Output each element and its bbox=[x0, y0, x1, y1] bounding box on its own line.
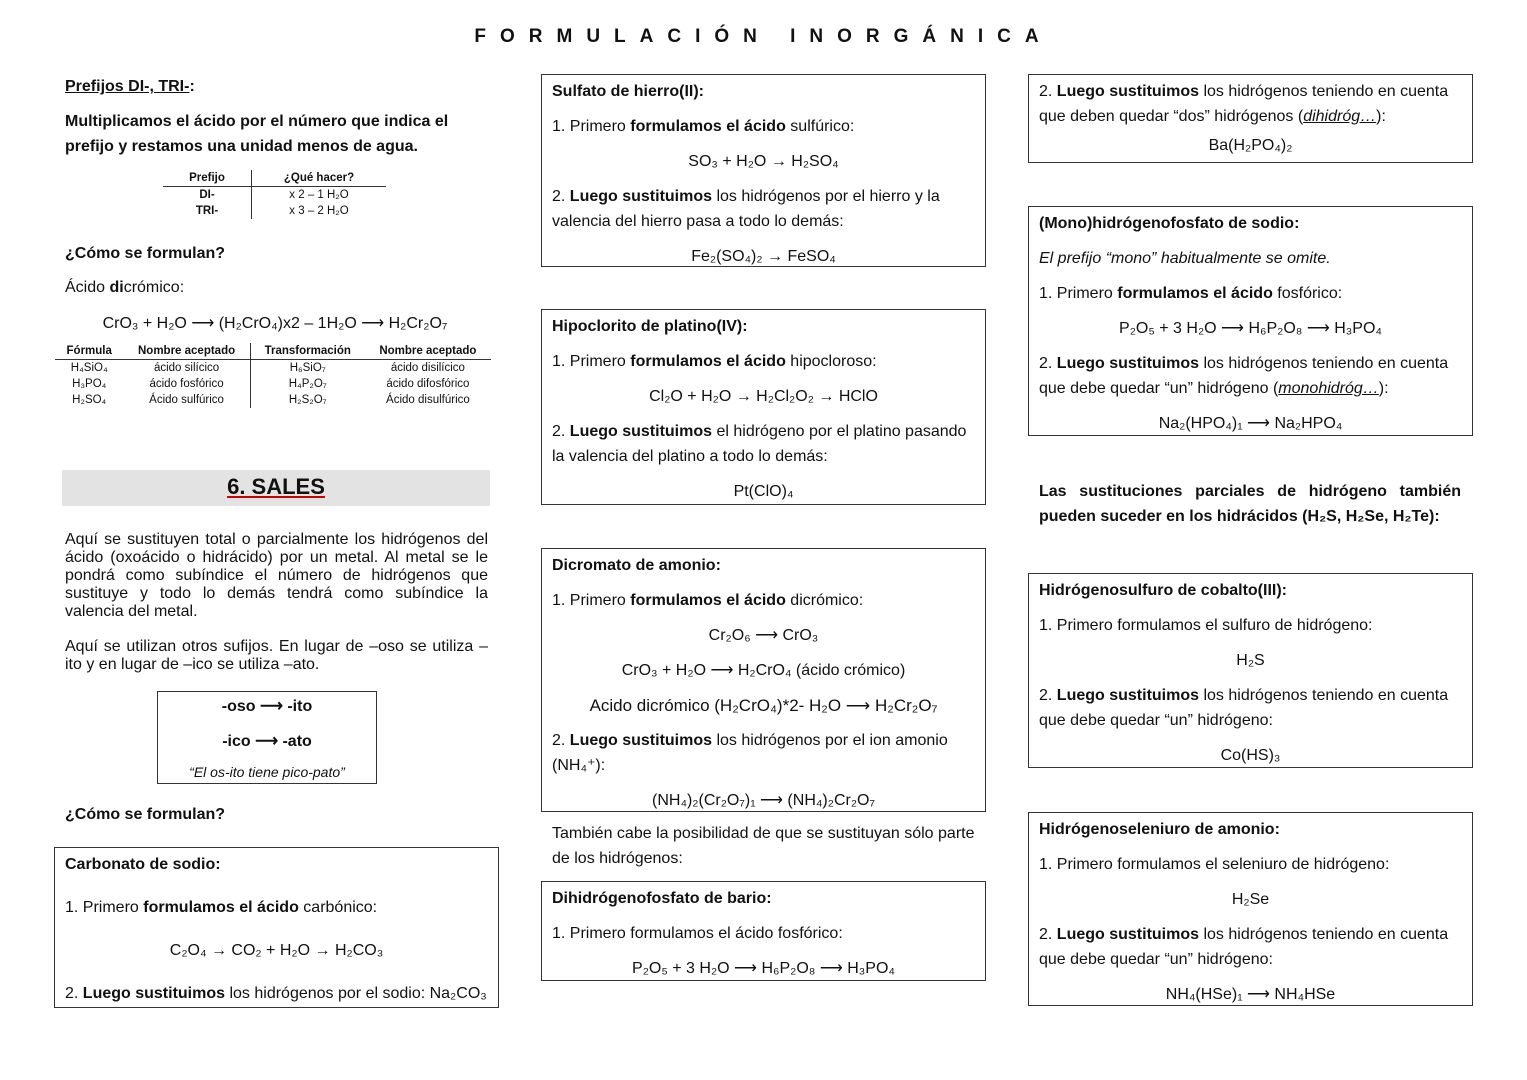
prefix-table bbox=[163, 170, 386, 219]
equation: Co(HS)₃ bbox=[1220, 747, 1281, 764]
text-segment: monohidróg… bbox=[1278, 380, 1379, 397]
text-segment: 1. Primero bbox=[552, 592, 631, 609]
equation: Cr₂O₆ ⟶ CrO₃ bbox=[708, 627, 819, 644]
box-title bbox=[1039, 578, 1462, 603]
text-segment: los hidrógenos teniendo en cuenta que debe quedar “un” hidrógeno ( bbox=[1039, 355, 1449, 397]
text-segment: Hidrógenoseleniuro de amonio: bbox=[1039, 821, 1280, 838]
sales-suffixes: Aquí se utilizan otros sufijos. En lugar de –oso se utiliza –ito y en lugar de –ico se utiliza –ato. bbox=[65, 638, 488, 673]
box-title bbox=[1039, 211, 1462, 236]
text-segment: el hidrógeno por el platino pasando la valencia del platino a todo lo demás: bbox=[552, 423, 967, 465]
text-segment: Sulfato de hierro(II): bbox=[552, 83, 704, 100]
dihidrogenofosfato-continuation-box bbox=[1028, 74, 1473, 163]
cell: H₄P₂O₇ bbox=[288, 378, 327, 390]
equation: H₂Se bbox=[1231, 891, 1270, 908]
text-segment: 1. Primero bbox=[552, 118, 631, 135]
box-title bbox=[65, 852, 488, 877]
text-segment: 1. Primero formulamos el seleniuro de hidrógeno: bbox=[1039, 856, 1390, 873]
text-segment: Luego sustituimos bbox=[1056, 355, 1200, 372]
text-segment: Hipoclorito de platino(IV): bbox=[552, 318, 748, 335]
equation: H₂S bbox=[1236, 652, 1265, 669]
cell: H₆SiO₇ bbox=[289, 362, 326, 374]
text-segment: Luego sustituimos bbox=[1056, 83, 1200, 100]
text-segment: 1. Primero formulamos el sulfuro de hidrógeno: bbox=[1039, 617, 1373, 634]
sales-heading: 6. SALES bbox=[227, 474, 325, 499]
text-segment: los hidrógenos por el ion amonio (NH₄⁺): bbox=[552, 732, 948, 774]
text-segment: di bbox=[109, 279, 124, 296]
step-1 bbox=[552, 921, 975, 946]
text-segment: hipocloroso: bbox=[785, 353, 877, 370]
text-segment: Luego sustituimos bbox=[569, 188, 713, 205]
text-segment: El prefijo “mono” habitualmente se omite. bbox=[1039, 250, 1331, 267]
equation: Na₂(HPO₄)₁ ⟶ Na₂HPO₄ bbox=[1158, 415, 1343, 432]
text-segment: (Mono)hidrógenofosfato de sodio: bbox=[1039, 215, 1300, 232]
text-segment: los hidrógenos por el hierro y la valencia del hierro pasa a todo lo demás: bbox=[552, 188, 940, 230]
parciales-text bbox=[1039, 479, 1461, 529]
text-segment: los hidrógenos por el sodio: Na₂CO₃ bbox=[225, 985, 487, 1002]
text-segment: Carbonato de sodio: bbox=[65, 856, 221, 873]
step-1 bbox=[552, 349, 975, 374]
box-title bbox=[1039, 817, 1462, 842]
text-segment: fosfórico: bbox=[1272, 285, 1343, 302]
header-nombre: Nombre aceptado bbox=[123, 343, 250, 360]
cell: H₂SO₄ bbox=[72, 394, 107, 406]
tambien-text: También cabe la posibilidad de que se sustituyan sólo parte de los hidrógenos: bbox=[552, 825, 975, 867]
text-segment: ): bbox=[1378, 380, 1389, 397]
text-segment: formulamos el ácido bbox=[630, 592, 786, 609]
text-segment: 2. bbox=[552, 732, 570, 749]
prefix-cell: DI- bbox=[163, 187, 252, 204]
text-segment: Las sustituciones parciales de hidrógeno también pueden suceder en los hidrácidos (H₂S, H₂Se, H₂Te): bbox=[1039, 483, 1461, 525]
cell: Ácido disulfúrico bbox=[386, 394, 470, 406]
text-segment: 1. Primero formulamos el ácido fosfórico: bbox=[552, 925, 843, 942]
sales-intro: Aquí se sustituyen total o parcialmente los hidrógenos del ácido (oxoácido o hidrácido) por un metal. Al metal se le pondrá como subíndice el número de hidrógenos que sustituye y todo lo demás tendrá como subíndice la valencia del metal. bbox=[65, 531, 488, 620]
text-segment: dihidróg… bbox=[1303, 108, 1377, 125]
left-column bbox=[65, 74, 490, 159]
box-title bbox=[552, 886, 975, 911]
step-1 bbox=[1039, 281, 1462, 306]
step-1 bbox=[552, 588, 975, 613]
step-1 bbox=[1039, 852, 1462, 877]
hidrogenoseleniuro-box bbox=[1028, 812, 1473, 1006]
text-segment: 1. Primero bbox=[1039, 285, 1118, 302]
equation: NH₄(HSe)₁ ⟶ NH₄HSe bbox=[1165, 986, 1336, 1003]
hidrogenosulfuro-box bbox=[1028, 573, 1473, 768]
text-segment: Ácido bbox=[65, 279, 110, 296]
table-row bbox=[55, 376, 491, 392]
text-segment: carbónico: bbox=[298, 899, 378, 916]
sales-section-header bbox=[62, 470, 490, 506]
text-segment: Luego sustituimos bbox=[1056, 926, 1200, 943]
header-que-hacer: ¿Qué hacer? bbox=[283, 172, 355, 184]
text-segment: Dihidrógenofosfato de bario: bbox=[552, 890, 772, 907]
text-segment: Dicromato de amonio: bbox=[552, 557, 721, 574]
dihidrogenofosfato-box bbox=[541, 881, 986, 981]
equation: P₂O₅ + 3 H₂O ⟶ H₆P₂O₈ ⟶ H₃PO₄ bbox=[632, 960, 895, 977]
cell: ácido fosfórico bbox=[123, 376, 250, 392]
step-1 bbox=[552, 114, 975, 139]
suffix-mnemonic: “El os-ito tiene pico-pato” bbox=[189, 764, 345, 780]
text-segment: 1. Primero bbox=[552, 353, 631, 370]
cell: H₄SiO₄ bbox=[70, 362, 108, 374]
step-2 bbox=[1039, 79, 1462, 129]
text-segment: los hidrógenos teniendo en cuenta que debe quedar “un” hidrógeno: bbox=[1039, 926, 1449, 968]
header-transformacion: Transformación bbox=[264, 345, 351, 357]
note bbox=[1039, 246, 1462, 271]
text-segment: crómico: bbox=[123, 279, 185, 296]
cell: H₂S₂O₇ bbox=[288, 394, 327, 406]
step-2 bbox=[552, 728, 975, 778]
sulfato-box bbox=[541, 74, 986, 267]
carbonato-box bbox=[54, 847, 499, 1008]
text-segment: formulamos el ácido bbox=[143, 899, 299, 916]
text-segment: : bbox=[189, 78, 195, 95]
step-1 bbox=[65, 895, 488, 920]
text-segment: sulfúrico: bbox=[785, 118, 855, 135]
text-segment: los hidrógenos teniendo en cuenta que deben quedar “dos” hidrógenos ( bbox=[1039, 83, 1449, 125]
step-1 bbox=[1039, 613, 1462, 638]
step-2 bbox=[65, 981, 488, 1006]
text-segment: 2. bbox=[552, 188, 570, 205]
step-2 bbox=[1039, 922, 1462, 972]
text-segment: Prefijos DI-, TRI- bbox=[65, 78, 190, 95]
equation: Acido dicrómico (H₂CrO₄)*2- H₂O ⟶ H₂Cr₂O₇ bbox=[589, 696, 938, 715]
cell: ácido disilícico bbox=[390, 362, 465, 374]
dicromato-box bbox=[541, 548, 986, 812]
header-prefijo: Prefijo bbox=[163, 170, 252, 187]
step-2 bbox=[1039, 683, 1462, 733]
box-title bbox=[552, 553, 975, 578]
box-title bbox=[552, 314, 975, 339]
step-2 bbox=[552, 419, 975, 469]
equation: CrO₃ + H₂O ⟶ H₂CrO₄ (ácido crómico) bbox=[621, 662, 906, 679]
equation: C₂O₄ → CO₂ + H₂O → H₂CO₃ bbox=[169, 942, 384, 959]
text-segment: formulamos el ácido bbox=[1117, 285, 1273, 302]
text-segment: Multiplicamos el ácido por el número que indica el prefijo y restamos una unidad menos de agua. bbox=[65, 113, 449, 155]
suffix-oso: -oso ⟶ -ito bbox=[221, 698, 313, 715]
text-segment: 2. bbox=[1039, 926, 1057, 943]
equation: P₂O₅ + 3 H₂O ⟶ H₆P₂O₈ ⟶ H₃PO₄ bbox=[1119, 320, 1382, 337]
page-title: FORMULACIÓN INORGÁNICA bbox=[474, 26, 1053, 47]
text-segment: ): bbox=[1376, 108, 1386, 125]
text-segment: dicrómico: bbox=[785, 592, 864, 609]
text-segment: 2. bbox=[552, 423, 570, 440]
text-segment: Luego sustituimos bbox=[82, 985, 226, 1002]
text-segment: 2. bbox=[1039, 355, 1057, 372]
text-segment: formulamos el ácido bbox=[630, 353, 786, 370]
table-row bbox=[55, 360, 491, 377]
equation: Cl₂O + H₂O → H₂Cl₂O₂ → HClO bbox=[649, 388, 878, 405]
header-nombre-2: Nombre aceptado bbox=[379, 345, 477, 357]
acido-dicromico-label bbox=[65, 275, 184, 300]
cell: ácido silícico bbox=[123, 360, 250, 377]
dicromico-equation: CrO₃ + H₂O ⟶ (H₂CrO₄)x2 – 1H₂O ⟶ H₂Cr₂O₇ bbox=[102, 315, 448, 332]
step-2 bbox=[552, 184, 975, 234]
equation: Pt(ClO)₄ bbox=[733, 483, 794, 500]
table-row bbox=[55, 392, 491, 408]
text-segment: Hidrógenosulfuro de cobalto(III): bbox=[1039, 582, 1287, 599]
text-segment: Luego sustituimos bbox=[569, 423, 713, 440]
box-title bbox=[552, 79, 975, 104]
cell: ácido difosfórico bbox=[386, 378, 470, 390]
prefijos-text bbox=[65, 109, 490, 159]
prefix-cell: TRI- bbox=[163, 203, 252, 219]
action-cell: x 3 – 2 H₂O bbox=[289, 205, 349, 217]
text-segment: 2. bbox=[1039, 83, 1057, 100]
text-segment: los hidrógenos teniendo en cuenta que debe quedar “un” hidrógeno: bbox=[1039, 687, 1449, 729]
hipoclorito-box bbox=[541, 309, 986, 505]
text-segment: formulamos el ácido bbox=[630, 118, 786, 135]
suffix-ico: -ico ⟶ -ato bbox=[222, 733, 312, 750]
monohidrogenofosfato-box bbox=[1028, 206, 1473, 436]
equation: (NH₄)₂(Cr₂O₇)₁ ⟶ (NH₄)₂Cr₂O₇ bbox=[652, 792, 875, 809]
como-se-formulan-heading-2: ¿Cómo se formulan? bbox=[65, 806, 226, 823]
como-se-formulan-heading: ¿Cómo se formulan? bbox=[65, 245, 226, 262]
header-formula: Fórmula bbox=[66, 345, 112, 357]
suffix-box bbox=[157, 691, 377, 784]
cell: Ácido sulfúrico bbox=[123, 392, 250, 408]
equation: Ba(H₂PO₄)₂ bbox=[1208, 137, 1293, 154]
text-segment: Luego sustituimos bbox=[1056, 687, 1200, 704]
equation: SO₃ + H₂O → H₂SO₄ bbox=[688, 153, 839, 170]
text-segment: 2. bbox=[1039, 687, 1057, 704]
prefijos-heading bbox=[65, 74, 490, 99]
acid-table bbox=[55, 343, 491, 408]
step-2 bbox=[1039, 351, 1462, 401]
text-segment: 1. Primero bbox=[65, 899, 144, 916]
equation: Fe₂(SO₄)₂ → FeSO₄ bbox=[691, 248, 836, 265]
text-segment: 2. bbox=[65, 985, 83, 1002]
action-cell: x 2 – 1 H₂O bbox=[289, 189, 349, 201]
text-segment: Luego sustituimos bbox=[569, 732, 713, 749]
cell: H₃PO₄ bbox=[72, 378, 107, 390]
